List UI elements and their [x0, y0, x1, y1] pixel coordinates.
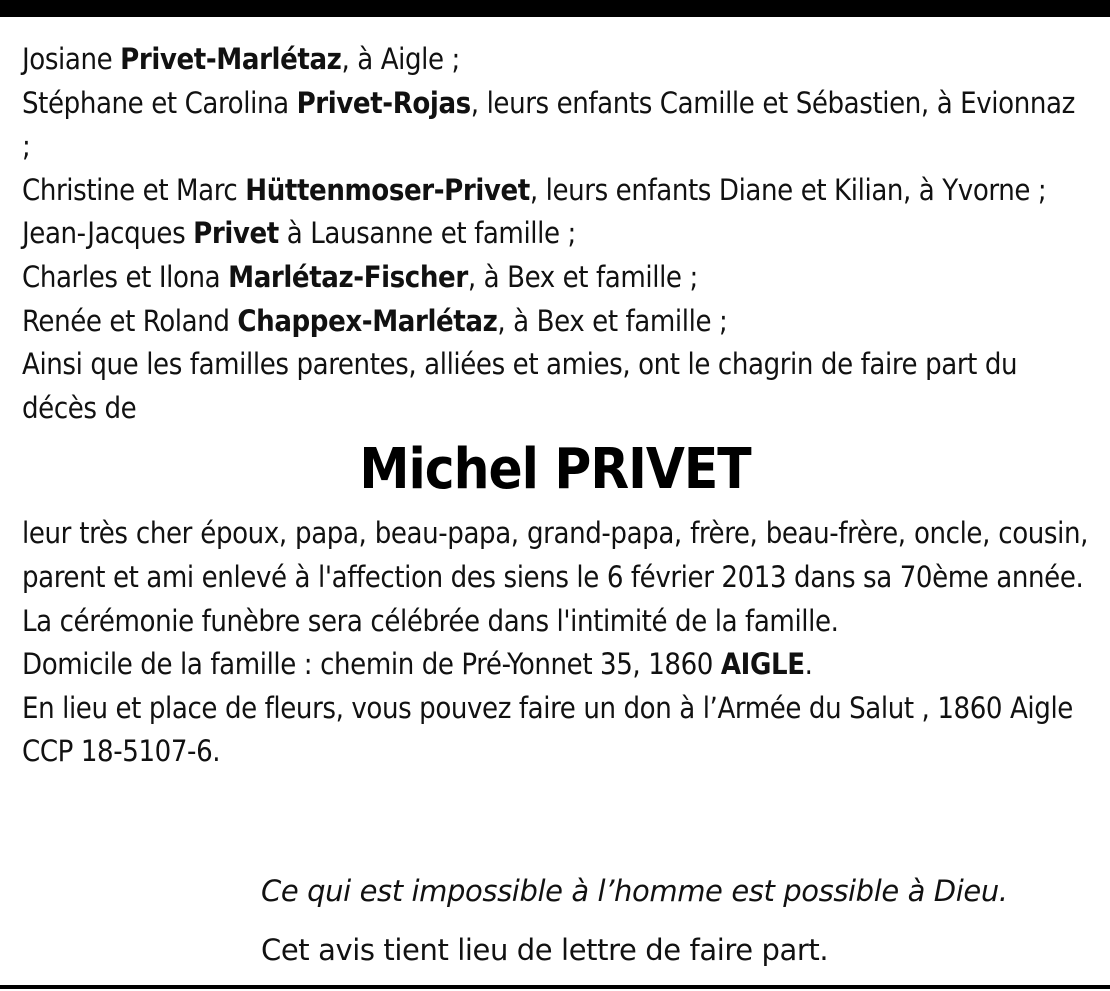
family-line-surname: Chappex-Marlétaz: [237, 303, 498, 338]
family-line-location: , leurs enfants Diane et Kilian, à Yvorne ;: [529, 172, 1047, 207]
family-line-location: , à Bex et famille ;: [467, 259, 698, 294]
family-line-privet-rojas: [22, 82, 1088, 169]
family-line-surname: Marlétaz-Fischer: [228, 259, 468, 294]
family-line-names: Jean-Jacques: [22, 216, 194, 251]
family-line-names: Stéphane et Carolina: [22, 85, 297, 120]
top-border: [0, 0, 1110, 17]
domicile-text: [22, 643, 1088, 687]
family-line-surname: Privet-Marlétaz: [120, 42, 342, 76]
announcement-text: Ainsi que les familles parentes, alliées et amies, ont le chagrin de faire part du décès de: [22, 347, 1018, 425]
scripture-quote: Ce qui est impossible à l’homme est possible à Dieu.: [261, 874, 1008, 908]
obituary-notice: [22, 38, 1088, 774]
domicile-address: Domicile de la famille : chemin de Pré-Yonnet 35, 1860: [22, 647, 721, 682]
family-line-location: , à Bex et famille ;: [497, 303, 728, 338]
family-line-names: Charles et Ilona: [22, 259, 229, 294]
domicile-city: AIGLE: [720, 647, 805, 682]
family-line-location: , leurs enfants Camille et Sébastien, à Evionnaz ;: [22, 85, 1075, 164]
family-line-location: , à Aigle ;: [341, 42, 460, 76]
family-line-surname: Privet: [193, 216, 279, 251]
donation-text: En lieu et place de fleurs, vous pouvez faire un don à l’Armée du Salut , 1860 Aigle CCP 18-5107-6.: [22, 690, 1073, 769]
domicile-end: .: [804, 647, 813, 682]
family-line-names: Renée et Roland: [22, 303, 238, 338]
family-line-marletaz-fischer: [22, 256, 1088, 300]
family-line-location: à Lausanne et famille ;: [278, 216, 576, 251]
family-line-privet: [22, 212, 1088, 256]
family-line-privet-marletaz: [22, 38, 1088, 82]
family-line-names: Josiane: [22, 42, 121, 76]
family-line-chappex-marletaz: [22, 300, 1088, 344]
notice-footer: Cet avis tient lieu de lettre de faire part.: [261, 933, 829, 967]
tribute-text: leur très cher époux, papa, beau-papa, grand-papa, frère, beau-frère, oncle, cousin, parent et ami enlevé à l'affection des siens le 6 février 2013 dans sa 70ème année.: [22, 516, 1088, 594]
family-line-huttenmoser-privet: [22, 169, 1088, 213]
family-line-surname: Privet-Rojas: [296, 85, 471, 120]
bottom-border: [0, 985, 1110, 989]
family-line-surname: Hüttenmoser-Privet: [245, 172, 530, 207]
family-line-names: Christine et Marc: [22, 172, 246, 207]
deceased-name: Michel PRIVET: [359, 437, 751, 503]
ceremony-text: La cérémonie funèbre sera célébrée dans l'intimité de la famille.: [22, 603, 839, 638]
